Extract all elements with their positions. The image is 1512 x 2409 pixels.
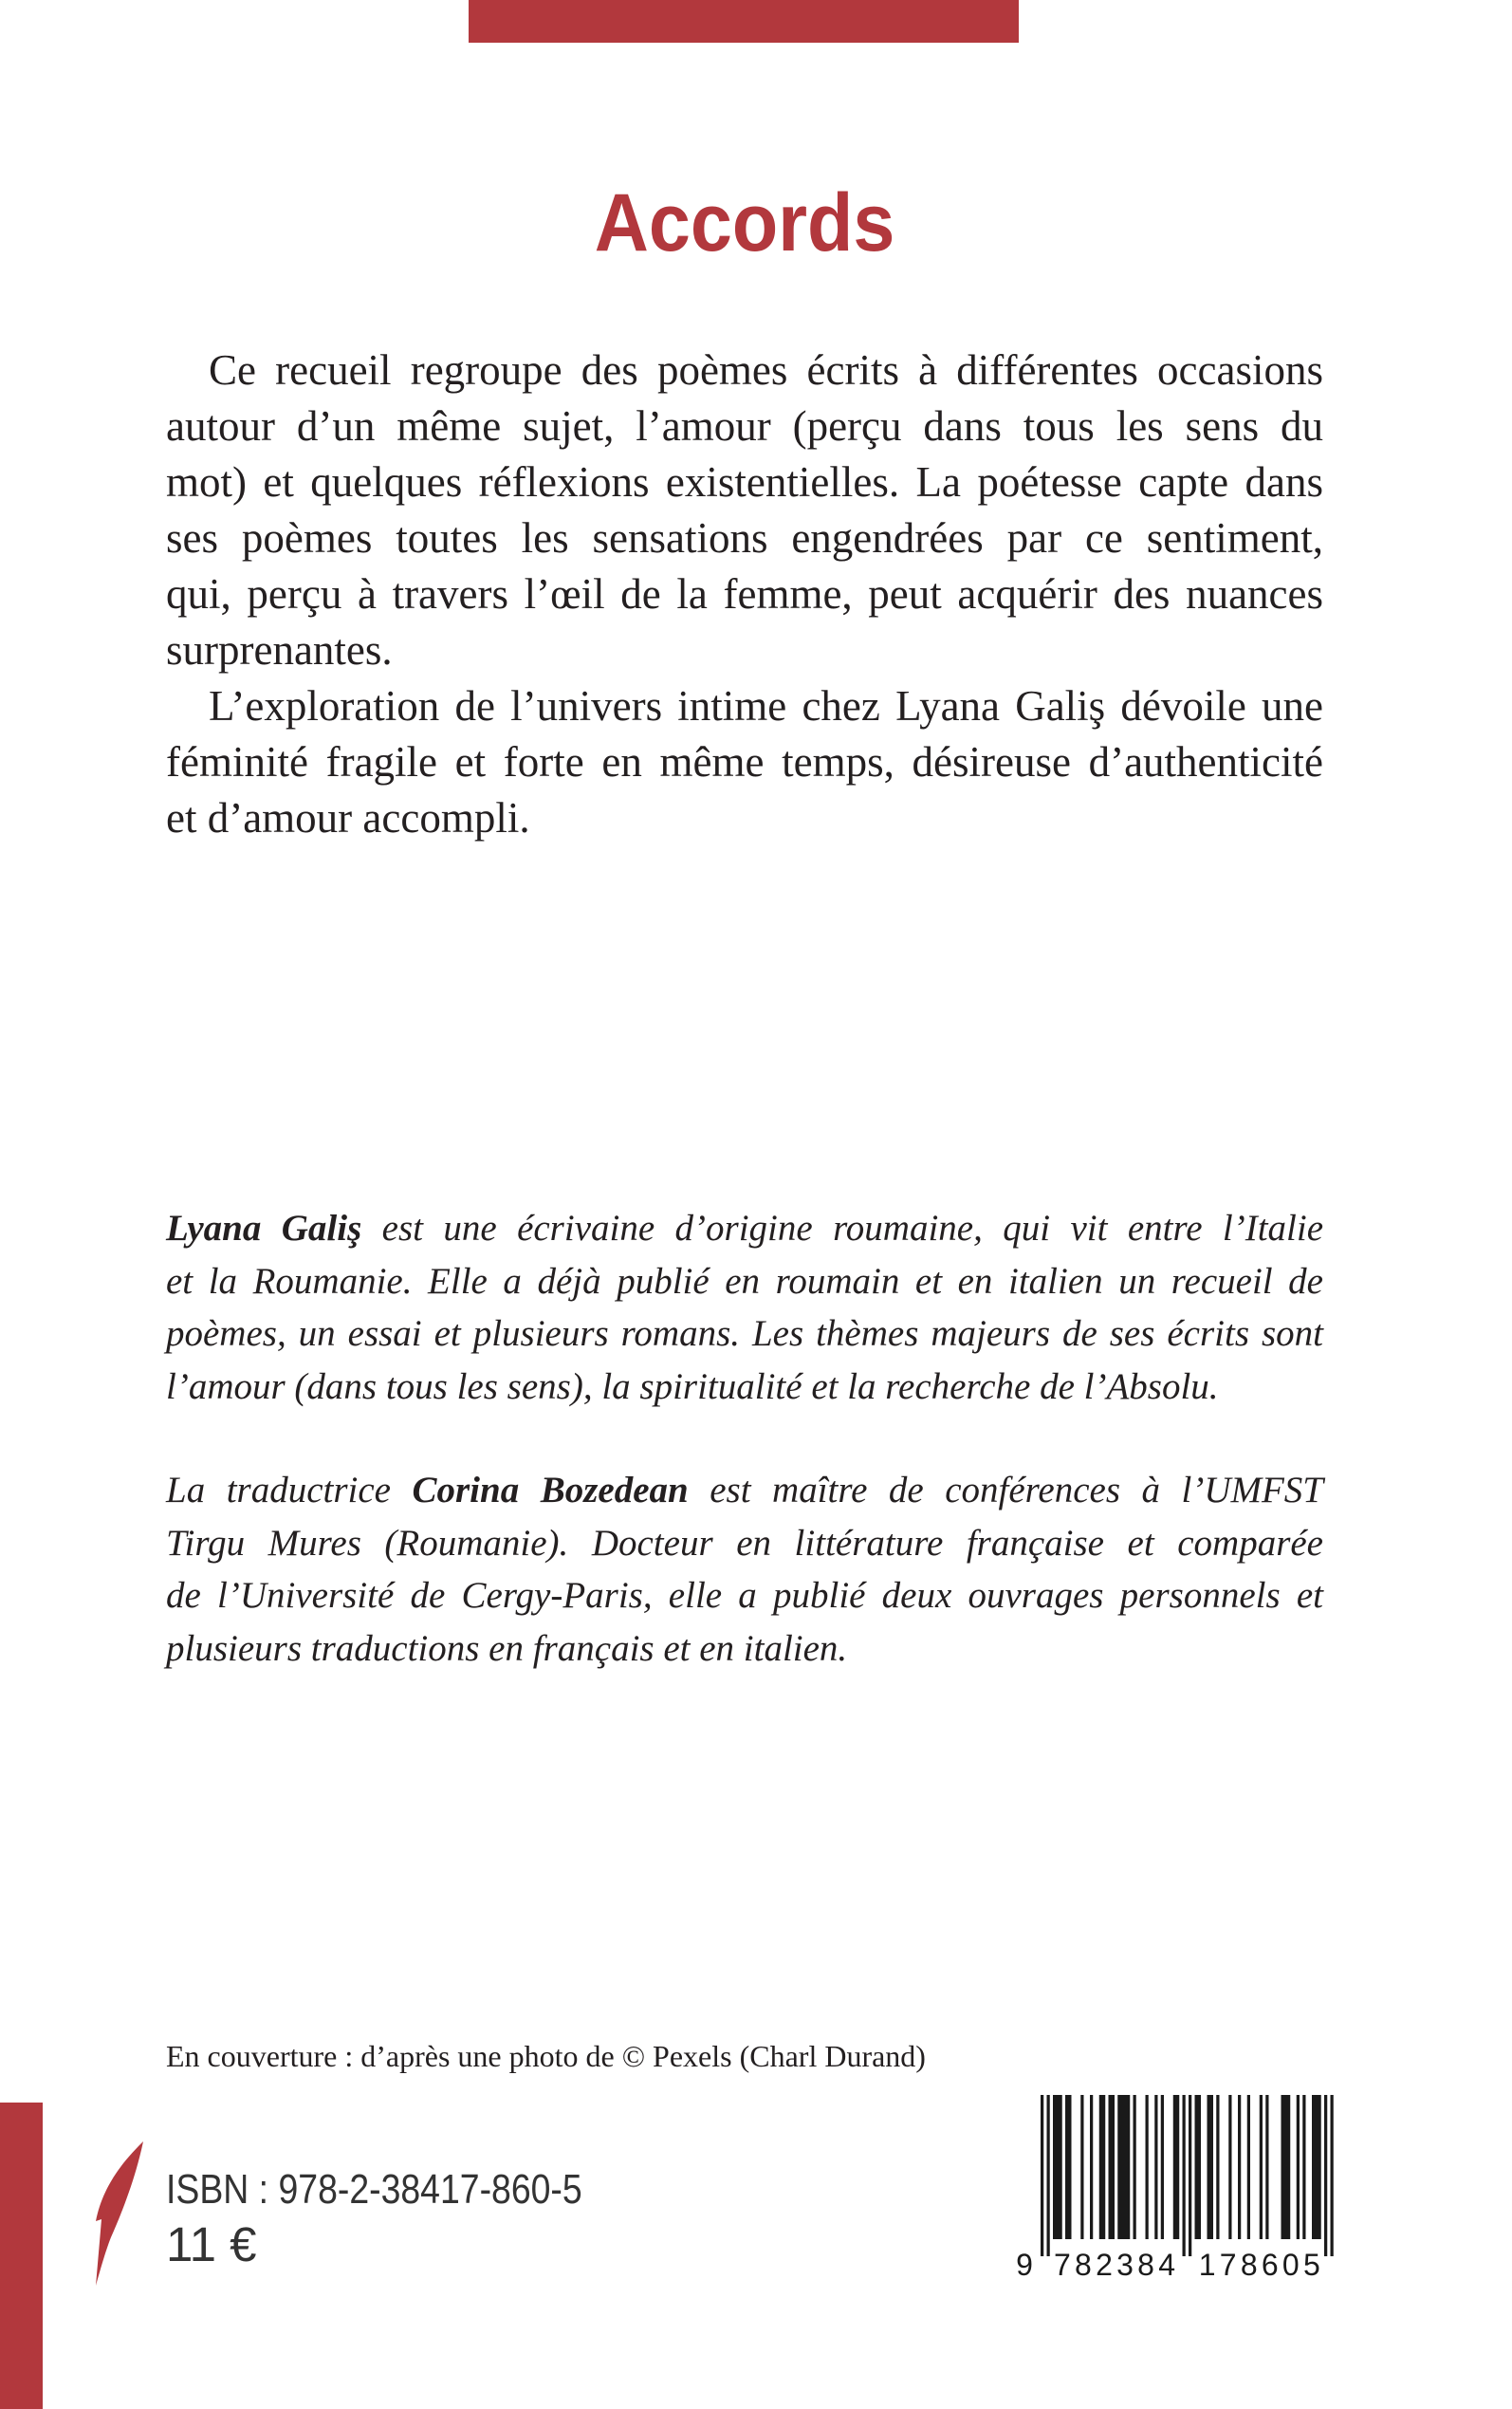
author-bio-line: l’amour (dans tous les sens), la spiritualité et la recherche de l’Absolu.: [166, 1365, 1219, 1407]
translator-bio-line: [166, 1464, 1323, 1517]
author-bio-line: poèmes, un essai et plusieurs romans. Les thèmes majeurs de ses écrits sont: [166, 1313, 1323, 1354]
barcode-bar: [1195, 2095, 1202, 2239]
barcode-bar: [1099, 2095, 1106, 2239]
barcode-bar: [1238, 2095, 1241, 2239]
summary-line: mot) et quelques réflexions existentielles. La poétesse capte dans: [166, 458, 1323, 506]
summary-paragraph: [166, 678, 1323, 846]
translator-bio-line: Tirgu Mures (Roumanie). Docteur en littérature française et comparée: [166, 1522, 1323, 1564]
barcode-bar: [1154, 2095, 1157, 2239]
barcode-bar: [1216, 2095, 1219, 2239]
author-bio: [166, 1202, 1323, 1413]
barcode-guard-bar: [1331, 2095, 1334, 2256]
book-title-text: Accords: [594, 177, 895, 269]
barcode-bar: [1053, 2095, 1062, 2239]
summary-line: qui, perçu à travers l’œil de la femme, peut acquérir des nuances: [166, 570, 1323, 618]
barcode-bar: [1146, 2095, 1149, 2239]
barcode-left-digits: 782384: [1054, 2248, 1175, 2282]
translator-bio: [166, 1464, 1323, 1675]
barcode-right-digits: 178605: [1198, 2248, 1320, 2282]
barcode: [1007, 2087, 1339, 2287]
top-accent-bar: [469, 0, 1019, 43]
barcode-bar: [1228, 2095, 1231, 2239]
barcode-bar: [1134, 2095, 1136, 2239]
summary: [166, 343, 1323, 846]
barcode-bar: [1080, 2095, 1083, 2239]
barcode-bar: [1282, 2095, 1291, 2239]
barcode-guard-bar: [1041, 2095, 1043, 2256]
barcode-bar: [1260, 2095, 1263, 2239]
translator-bio-line: plusieurs traductions en français et en italien.: [166, 1627, 848, 1669]
isbn: ISBN : 978-2-38417-860-5: [166, 2166, 582, 2213]
barcode-guard-bar: [1189, 2095, 1191, 2256]
price: 11 €: [166, 2217, 257, 2271]
summary-line: féminité fragile et forte en même temps, désireuse d’authenticité: [166, 738, 1323, 786]
summary-line: ses poèmes toutes les sensations engendrées par ce sentiment,: [166, 514, 1323, 562]
barcode-bar: [1265, 2095, 1268, 2239]
summary-line: L’exploration de l’univers intime chez Lyana Galiş dévoile une: [209, 682, 1323, 730]
barcode-bar: [1161, 2095, 1164, 2239]
author-bio-line: [166, 1202, 1323, 1255]
barcode-bar: [1208, 2095, 1214, 2239]
barcode-bar: [1247, 2095, 1250, 2239]
translator-bio-line: de l’Université de Cergy-Paris, elle a publié deux ouvrages personnels et: [166, 1575, 1323, 1616]
translator-bio-text: est maître de conférences à l’UMFST: [710, 1470, 1323, 1510]
barcode-bar: [1090, 2095, 1093, 2239]
barcode-guard-bar: [1183, 2095, 1186, 2256]
side-accent-bar: [0, 2103, 43, 2409]
barcode-bar: [1117, 2095, 1130, 2239]
barcode-bar: [1297, 2095, 1300, 2239]
barcode-bars: [1041, 2095, 1334, 2256]
author-name: Lyana Galiş: [166, 1208, 362, 1249]
book-title: [166, 177, 1323, 269]
summary-paragraph: [166, 343, 1323, 678]
cover-credit: En couverture : d’après une photo de © Pexels (Charl Durand): [166, 2039, 926, 2073]
summary-line: Ce recueil regroupe des poèmes écrits à différentes occasions: [209, 346, 1323, 394]
translator-name: Corina Bozedean: [412, 1470, 689, 1510]
author-bio-line: et la Roumanie. Elle a déjà publié en roumain et en italien un recueil de: [166, 1260, 1323, 1302]
summary-line: surprenantes.: [166, 626, 393, 674]
summary-line: et d’amour accompli.: [166, 794, 530, 842]
barcode-bar: [1312, 2095, 1321, 2239]
barcode-bar: [1302, 2095, 1305, 2239]
barcode-bar: [1065, 2095, 1072, 2239]
barcode-bar: [1173, 2095, 1180, 2239]
barcode-guard-bar: [1047, 2095, 1050, 2256]
translator-lead: La traductrice: [166, 1470, 391, 1510]
author-bio-text: est une écrivaine d’origine roumaine, qui vit entre l’Italie: [381, 1208, 1324, 1249]
feather-icon: [92, 2140, 145, 2288]
barcode-bar: [1109, 2095, 1116, 2239]
barcode-first-digit: 9: [1016, 2248, 1033, 2282]
summary-line: autour d’un même sujet, l’amour (perçu dans tous les sens du: [166, 402, 1323, 450]
barcode-guard-bar: [1324, 2095, 1327, 2256]
